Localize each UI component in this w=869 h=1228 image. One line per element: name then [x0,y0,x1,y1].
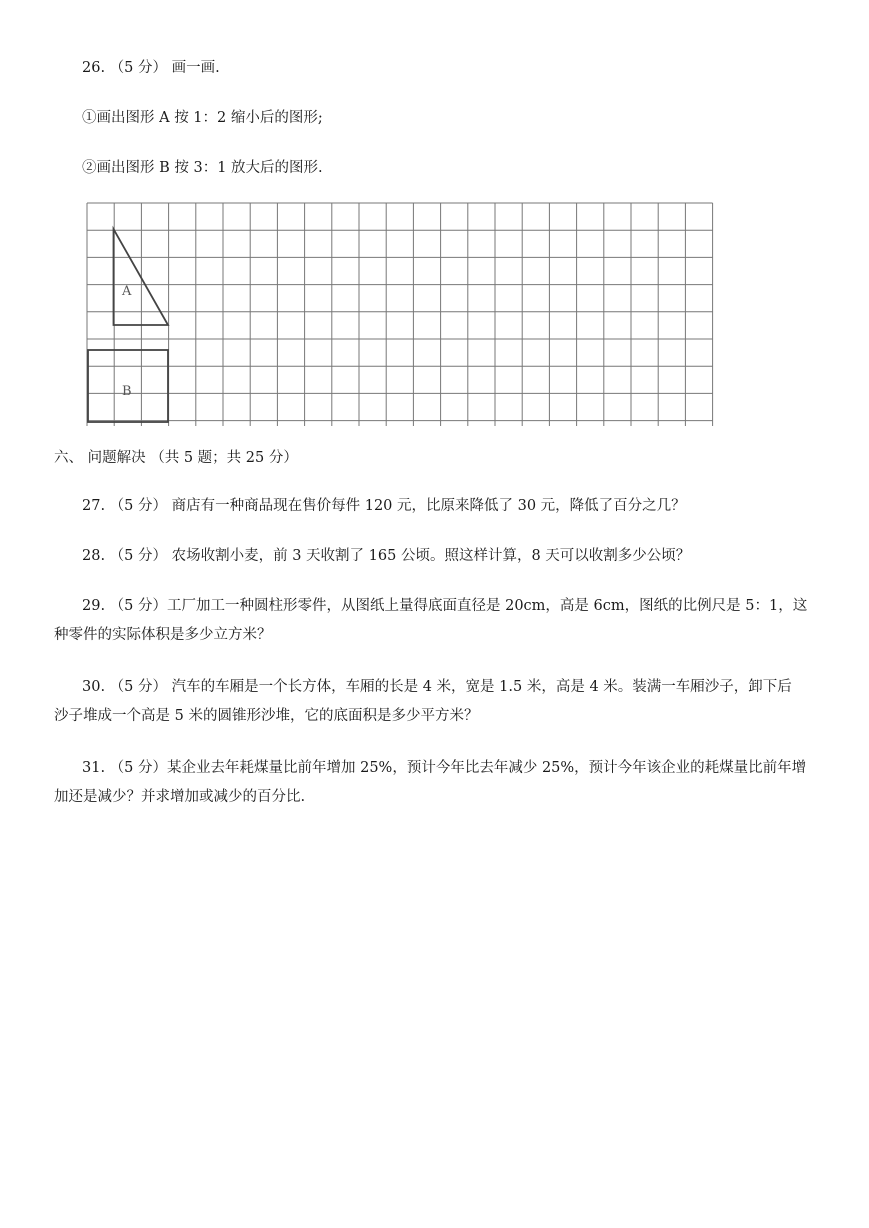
grid-lines [87,203,713,426]
shape-b-label: B [122,384,132,399]
question-26-title: 26. （5 分） 画一画. [82,60,220,76]
question-31-line-2: 加还是减少？并求增加或减少的百分比. [54,789,306,805]
question-31-line-1: 31. （5 分）某企业去年耗煤量比前年增加 25%，预计今年比去年减少 25%，预计今年该企业的耗煤量比前年增 [82,760,807,776]
grid-figure [86,202,716,426]
question-30-line-1: 30. （5 分） 汽车的车厢是一个长方体，车厢的长是 4 米，宽是 1.5 米，高是 4 米。装满一车厢沙子，卸下后 [82,679,792,695]
question-27: 27. （5 分） 商店有一种商品现在售价每件 120 元，比原来降低了 30 元，降低了百分之几？ [82,498,686,514]
question-30-line-2: 沙子堆成一个高是 5 米的圆锥形沙堆，它的底面积是多少平方米？ [54,708,479,724]
section-6-title: 六、 问题解决 （共 5 题；共 25 分） [54,450,298,466]
question-29-line-2: 种零件的实际体积是多少立方米？ [54,627,272,643]
question-29-line-1: 29. （5 分）工厂加工一种圆柱形零件，从图纸上量得底面直径是 20cm，高是 6cm，图纸的比例尺是 5：1，这 [82,598,808,614]
question-28: 28. （5 分） 农场收割小麦，前 3 天收割了 165 公顷。照这样计算，8 天可以收割多少公顷？ [82,548,691,564]
shape-a-label: A [122,284,132,299]
question-26-step-1: ①画出图形 A 按 1：2 缩小后的图形; [82,110,323,126]
shape-a-triangle [114,229,169,325]
question-26-step-2: ②画出图形 B 按 3：1 放大后的图形. [82,160,323,176]
